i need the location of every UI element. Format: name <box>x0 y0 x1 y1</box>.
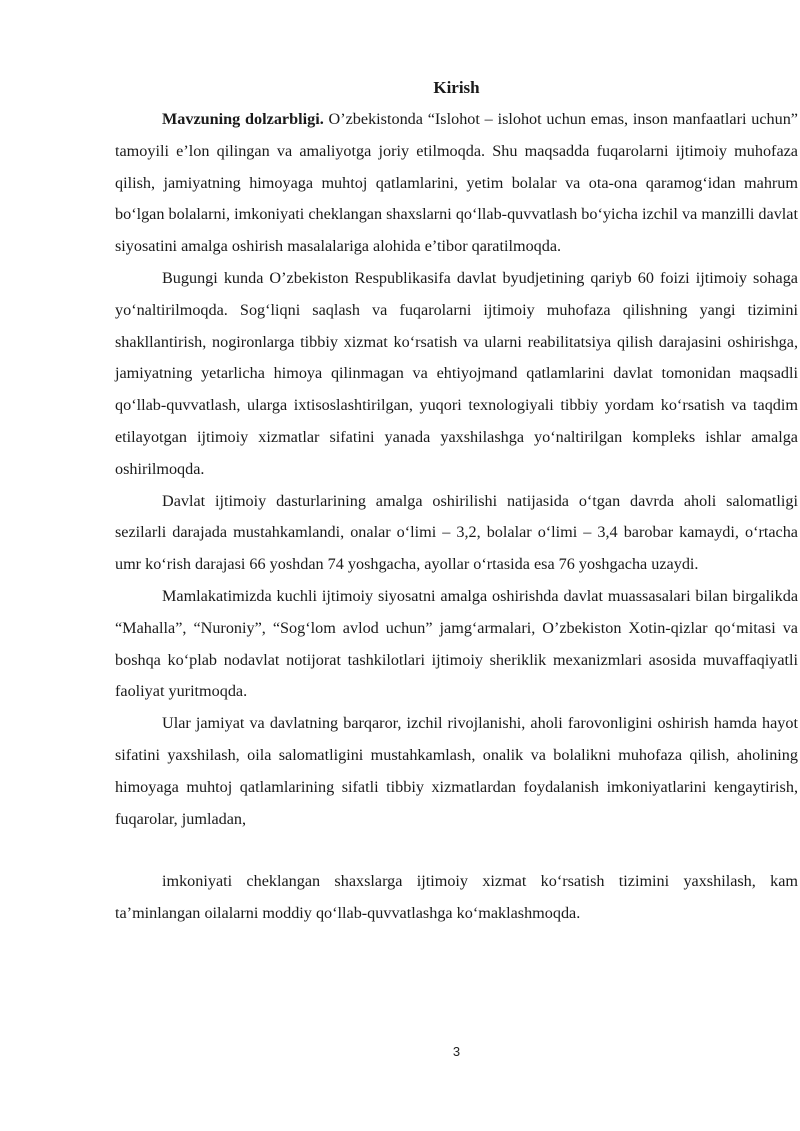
paragraph-goals: Ular jamiyat va davlatning barqaror, izchil rivojlanishi, aholi farovonligini oshirish hamda hayot sifatini yaxshilash, oila salomatligini mustahkamlash, onalik va bolalikni muhofaza qilish, aholining himoyaga muhtoj qatlamlarining sifatli tibbiy xizmatlardan foydalanish imkoniyatlarini kengaytirish, fuqarolar, jumladan, <box>115 714 798 828</box>
page-number: 3 <box>452 1044 461 1059</box>
paragraph-relevance <box>115 104 798 263</box>
paragraph-budget: Bugungi kunda O’zbekiston Respublikasifa davlat byudjetining qariyb 60 foizi ijtimoiy sohaga yo‘naltirilmoqda. Sog‘liqni saqlash va fuqarolarni ijtimoiy muhofaza qilishning yangi tizimini shakllantirish, nogironlarga tibbiy xizmat ko‘rsatish va ularni reabilitatsiya qilish darajasini oshirishga, jamiyatning yetarlicha himoya qilinmagan va ehtiyojmand qatlamlarini davlat tomonidan maqsadli qo‘llab-quvvatlash, ularga ixtisoslashtirilgan, yuqori texnologiyali tibbiy yordam ko‘rsatish va taqdim etilayotgan ijtimoiy xizmatlar sifatini yanada yaxshilashga yo‘naltirilgan kompleks ishlar amalga oshirilmoqda. <box>115 268 798 478</box>
section-title: Kirish <box>433 78 480 97</box>
paragraph-continuation: imkoniyati cheklangan shaxslarga ijtimoiy xizmat ko‘rsatish tizimini yaxshilash, kam ta’minlangan oilalarni moddiy qo‘llab-quvvatlashga ko‘maklashmoqda. <box>115 872 798 923</box>
paragraph-lead: Mavzuning dolzarbligi. <box>162 110 324 128</box>
paragraph-gap <box>115 835 798 866</box>
body-text <box>115 104 798 930</box>
paragraph-programs: Davlat ijtimoiy dasturlarining amalga oshirilishi natijasida o‘tgan davrda aholi salomatligi sezilarli darajada mustahkamlandi, onalar o‘limi – 3,2, bolalar o‘limi – 3,4 barobar kamaydi, o‘rtacha umr ko‘rish darajasi 66 yoshdan 74 yoshgacha, ayollar o‘rtasida esa 76 yoshgacha uzaydi. <box>115 491 798 574</box>
paragraph-organizations: Mamlakatimizda kuchli ijtimoiy siyosatni amalga oshirishda davlat muassasalari bilan birgalikda “Mahalla”, “Nuroniy”, “Sog‘lom avlod uchun” jamg‘armalari, O’zbekiston Xotin-qizlar qo‘mitasi va boshqa ko‘plab nodavlat notijorat tashkilotlari ijtimoiy sheriklik mexanizmlari asosida muvaffaqiyatli faoliyat yuritmoqda. <box>115 586 798 701</box>
paragraph-text: O’zbekistonda “Islohot – islohot uchun emas, inson manfaatlari uchun” tamoyili e’lon qilingan va amaliyotga joriy etilmoqda. Shu maqsadda fuqarolarni ijtimoiy muhofaza qilish, jamiyatning himoyaga muhtoj qatlamlarini, yetim bolalar va ota-ona qaramog‘idan mahrum bo‘lgan bolalarni, imkoniyati cheklangan shaxslarni qo‘llab-quvvatlash bo‘yicha izchil va manzilli davlat siyosatini amalga oshirish masalalariga alohida e’tibor qaratilmoqda. <box>115 110 798 256</box>
